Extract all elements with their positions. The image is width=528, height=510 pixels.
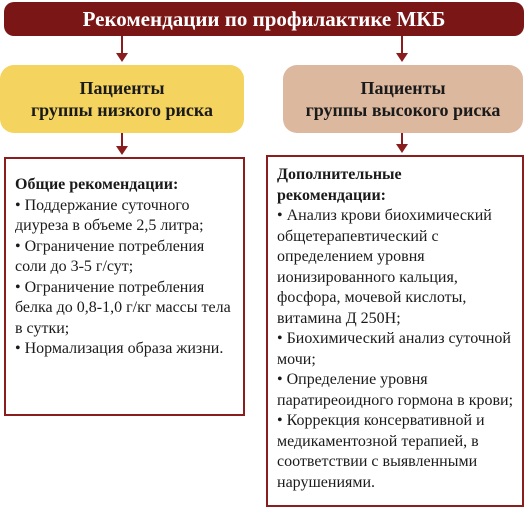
general-recommendation-item: • Поддержание суточного диуреза в объеме 2,5 литра;	[15, 196, 204, 234]
high-risk-group-line2: группы высокого риска	[305, 100, 501, 120]
arrowhead-to-low-recs	[116, 146, 128, 155]
arrowhead-to-high-recs	[396, 144, 408, 153]
additional-recommendations-title: Дополнительные рекомендации:	[277, 166, 402, 204]
general-recommendation-item: • Нормализация образа жизни.	[15, 340, 224, 357]
arrow-to-low-recs	[121, 133, 123, 147]
general-recommendations-box	[4, 157, 245, 416]
low-risk-group-box	[0, 65, 244, 133]
general-recommendation-item: • Ограничение потребления белка до 0,8-1,0 г/кг массы тела в сутки;	[15, 278, 231, 337]
arrow-to-high-group	[401, 36, 403, 54]
arrowhead-to-high-group	[396, 53, 408, 62]
arrowhead-to-low-group	[116, 53, 128, 62]
low-risk-group-line2: группы низкого риска	[30, 100, 214, 120]
additional-recommendation-item: • Коррекция консервативной и медикаментозной терапией, в соответствии с выявленными нарушениями.	[277, 412, 485, 491]
additional-recommendation-item: • Определение уровня паратиреоидного гормона в крови;	[277, 371, 514, 409]
low-risk-group-line1: Пациенты	[79, 78, 165, 98]
diagram-title: Рекомендации по профилактике МКБ	[4, 2, 524, 36]
arrow-to-low-group	[121, 36, 123, 54]
additional-recommendation-item: • Анализ крови биохимический общетерапевтический с определением уровня ионизированного кальция, фосфора, мочевой кислоты, витамина Д 250Н;	[277, 207, 492, 327]
additional-recommendation-item: • Биохимический анализ суточной мочи;	[277, 330, 511, 368]
high-risk-group-line1: Пациенты	[360, 78, 446, 98]
general-recommendations-title: Общие рекомендации:	[15, 176, 179, 193]
additional-recommendations-box	[266, 155, 524, 507]
general-recommendation-item: • Ограничение потребления соли до 3-5 г/сут;	[15, 237, 205, 275]
high-risk-group-box	[283, 65, 523, 133]
